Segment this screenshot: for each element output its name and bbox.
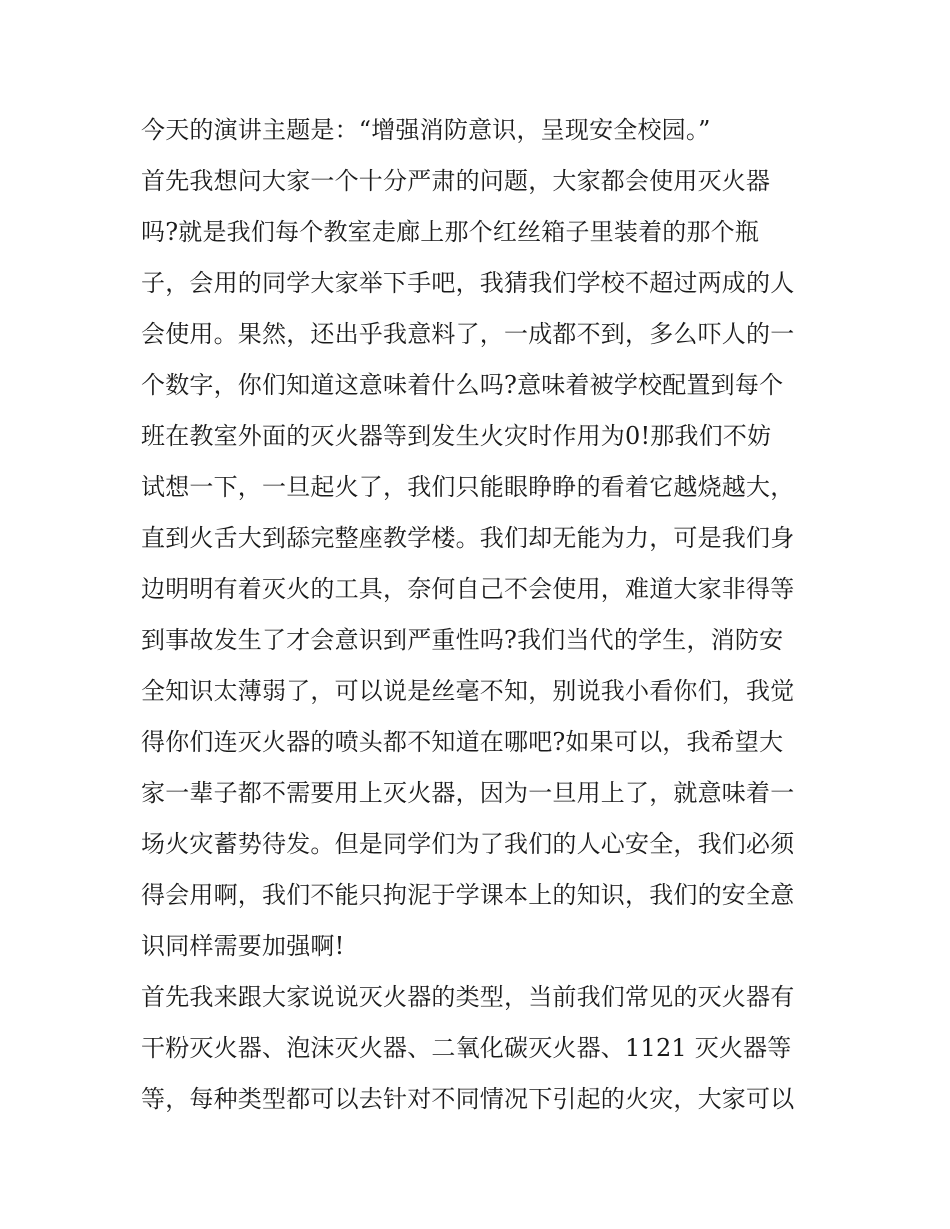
text-line: 边明明有着灭火的工具，奈何自己不会使用，难道大家非得等 [141,575,795,603]
text-line: 今天的演讲主题是：“增强消防意识，呈现安全校园。” [141,116,711,144]
text-line: 试想一下，一旦起火了，我们只能眼睁睁的看着它越烧越大， [141,473,795,501]
text-line: 首先我来跟大家说说灭火器的类型，当前我们常见的灭火器有 [141,983,795,1011]
text-line: 直到火舌大到舔完整座教学楼。我们却无能为力，可是我们身 [141,524,795,552]
text-line: 全知识太薄弱了，可以说是丝毫不知，别说我小看你们，我觉 [141,677,795,705]
text-line: 吗?就是我们每个教室走廊上那个红丝箱子里装着的那个瓶 [141,218,760,246]
text-line: 子，会用的同学大家举下手吧，我猜我们学校不超过两成的人 [141,269,795,297]
text-line: 等，每种类型都可以去针对不同情况下引起的火灾，大家可以 [141,1085,795,1113]
text-line: 场火灾蓄势待发。但是同学们为了我们的人心安全，我们必须 [141,830,795,858]
text-line: 得你们连灭火器的喷头都不知道在哪吧?如果可以，我希望大 [141,728,784,756]
text-line: 到事故发生了才会意识到严重性吗?我们当代的学生，消防安 [141,626,784,654]
text-line: 识同样需要加强啊! [141,932,345,960]
text-line: 首先我想问大家一个十分严肃的问题，大家都会使用灭火器 [141,167,771,195]
text-line: 班在教室外面的灭火器等到发生火灾时作用为0!那我们不妨 [141,422,772,450]
text-line: 干粉灭火器、泡沫灭火器、二氧化碳灭火器、1121 灭火器等 [141,1034,792,1062]
text-line: 家一辈子都不需要用上灭火器，因为一旦用上了，就意味着一 [141,779,795,807]
text-line: 会使用。果然，还出乎我意料了，一成都不到，多么吓人的一 [141,320,795,348]
text-line: 得会用啊，我们不能只拘泥于学课本上的知识，我们的安全意 [141,881,795,909]
text-line: 个数字，你们知道这意味着什么吗?意味着被学校配置到每个 [141,371,784,399]
